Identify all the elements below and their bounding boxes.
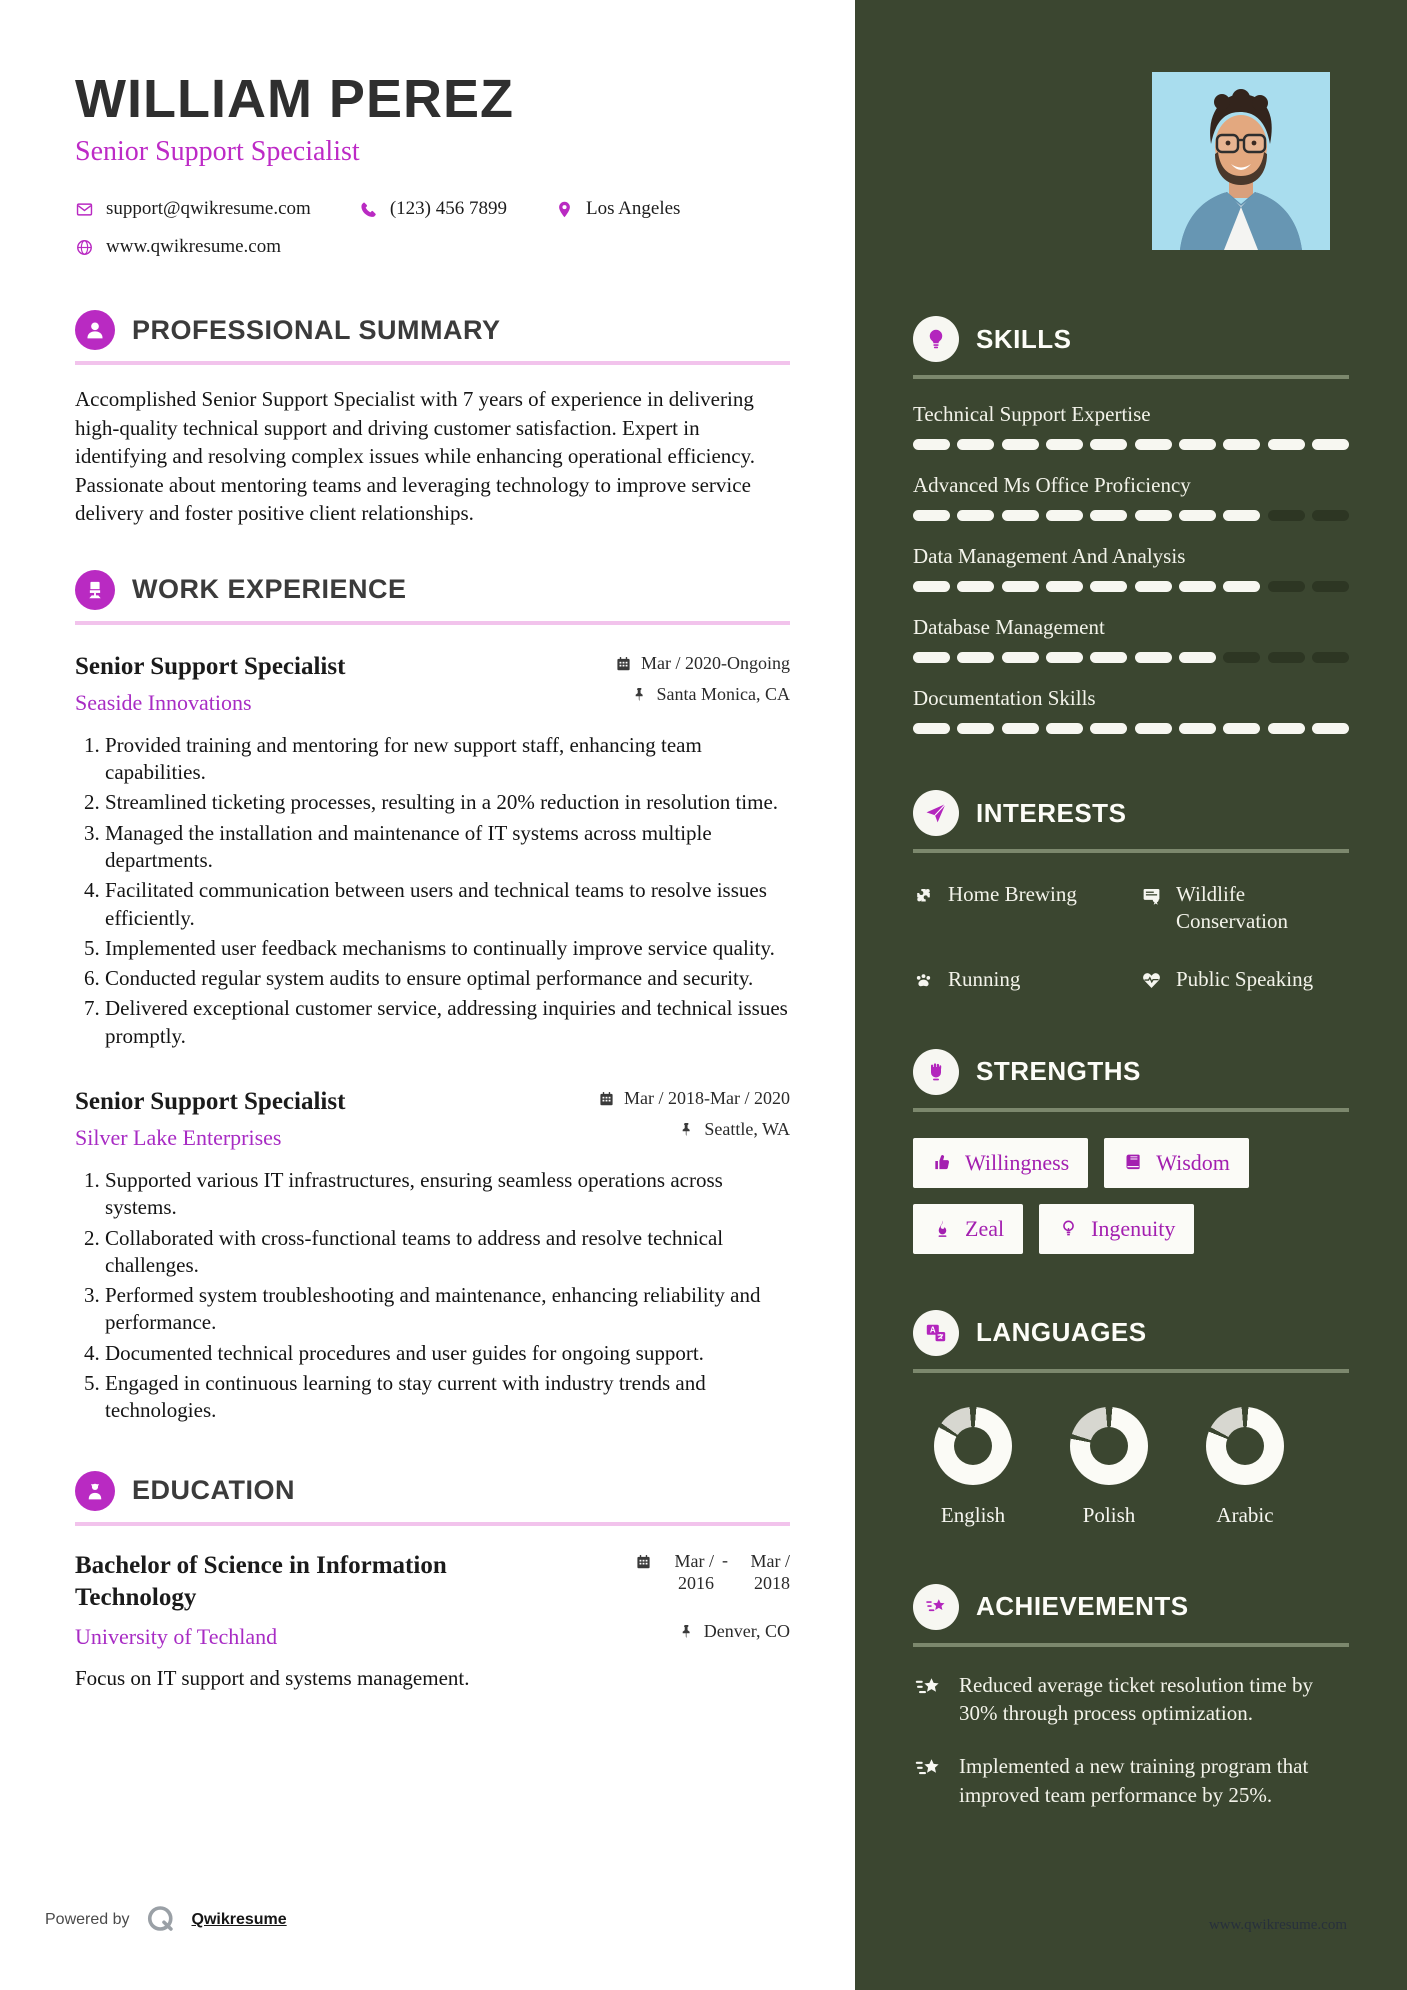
skills-underline <box>913 375 1349 379</box>
language-donut-chart <box>934 1407 1012 1485</box>
education-section <box>75 1471 790 1691</box>
strength-badge <box>913 1138 1088 1188</box>
fist-icon <box>913 1049 959 1095</box>
interests-heading <box>913 790 1349 836</box>
skill-level-pill <box>1090 510 1127 521</box>
interests-list <box>913 881 1349 993</box>
heart-pulse-icon <box>1141 970 1162 991</box>
education-dates <box>635 1550 790 1595</box>
strengths-title: STRENGTHS <box>976 1056 1141 1087</box>
language-item <box>913 1407 1033 1528</box>
certificate-icon <box>1141 885 1162 906</box>
skill-level-pill <box>1312 723 1349 734</box>
strength-badge <box>913 1204 1023 1254</box>
summary-title: PROFESSIONAL SUMMARY <box>132 314 501 345</box>
education-location: Denver, CO <box>703 1620 790 1641</box>
job-bullet: 4. Facilitated communication between users and technical teams to resolve issues efficiently. <box>105 877 790 932</box>
skill-level-pill <box>1268 439 1305 450</box>
flame-icon <box>932 1218 953 1239</box>
skill-level-pill <box>1002 510 1039 521</box>
contact-location <box>555 198 680 220</box>
language-donut-chart <box>1070 1407 1148 1485</box>
pushpin-icon <box>678 1623 695 1640</box>
skill-level-pill <box>1135 652 1172 663</box>
location-text: Los Angeles <box>585 198 681 219</box>
job-bullet-list <box>75 1167 790 1425</box>
skill-level-pill <box>913 652 950 663</box>
calendar-icon <box>635 1553 652 1570</box>
skill-level-pill <box>1046 723 1083 734</box>
achievements-section <box>913 1584 1349 1809</box>
skill-level-pill <box>1135 510 1172 521</box>
contact-email[interactable] <box>75 198 311 220</box>
calendar-icon <box>615 655 632 672</box>
job-entry <box>75 653 790 1050</box>
languages-title: LANGUAGES <box>976 1317 1147 1348</box>
strength-label: Willingness <box>965 1149 1070 1175</box>
skill-level-pill <box>1002 581 1039 592</box>
strength-label: Zeal <box>965 1215 1005 1241</box>
book-icon <box>1123 1152 1144 1173</box>
pushpin-icon <box>631 686 648 703</box>
job-bullet: 2. Streamlined ticketing processes, resulting in a 20% reduction in resolution time. <box>105 789 790 816</box>
skills-title: SKILLS <box>976 323 1072 354</box>
strengths-section <box>913 1049 1349 1254</box>
work-section <box>75 570 790 1425</box>
language-item <box>1185 1407 1305 1528</box>
skill-level-pill <box>957 581 994 592</box>
interest-label: Wildlife Conservation <box>1176 882 1288 934</box>
languages-heading <box>913 1310 1349 1356</box>
globe-icon <box>75 238 94 257</box>
skill-level-pill <box>913 723 950 734</box>
education-date-separator: - <box>722 1549 728 1570</box>
shooting-star-icon <box>913 1584 959 1630</box>
education-note: Focus on IT support and systems management. <box>75 1665 470 1690</box>
qwikresume-logo-icon <box>143 1902 179 1938</box>
skill-name: Documentation Skills <box>913 686 1096 710</box>
job-title: Senior Support Specialist <box>75 1088 346 1115</box>
skill-level-pill <box>1046 652 1083 663</box>
language-name: Polish <box>1082 1502 1136 1527</box>
skill-level-pill <box>1135 723 1172 734</box>
shooting-star-icon <box>913 1673 943 1703</box>
skill-level-bar <box>913 581 1349 592</box>
skill-level-pill <box>1268 581 1305 592</box>
skill-level-pill <box>1090 581 1127 592</box>
skills-section <box>913 316 1349 734</box>
job-bullet: 3. Performed system troubleshooting and maintenance, enhancing reliability and performance. <box>105 1282 790 1337</box>
achievement-item <box>913 1752 1349 1809</box>
job-location: Seattle, WA <box>704 1119 790 1139</box>
achievements-heading <box>913 1584 1349 1630</box>
powered-by-footer <box>45 1902 287 1938</box>
strength-label: Ingenuity <box>1091 1215 1176 1241</box>
achievement-text: Reduced average ticket resolution time by 30% through process optimization. <box>959 1672 1313 1726</box>
skill-level-pill <box>957 510 994 521</box>
skill-level-pill <box>957 439 994 450</box>
skill-level-pill <box>1223 581 1260 592</box>
achievement-text: Implemented a new training program that improved team performance by 25%. <box>959 1753 1309 1807</box>
user-icon <box>75 310 115 350</box>
skill-name: Technical Support Expertise <box>913 402 1151 426</box>
skill-item <box>913 473 1349 521</box>
strengths-underline <box>913 1108 1349 1112</box>
shooting-star-icon <box>913 1754 943 1784</box>
pushpin-icon <box>678 1121 695 1138</box>
interest-item <box>1141 881 1349 936</box>
achievements-underline <box>913 1643 1349 1647</box>
skill-level-pill <box>1090 439 1127 450</box>
skill-level-pill <box>1135 581 1172 592</box>
interests-title: INTERESTS <box>976 797 1127 828</box>
phone-icon <box>359 200 378 219</box>
job-location: Santa Monica, CA <box>656 683 790 704</box>
job-bullet: 1. Supported various IT infrastructures, ensuring seamless operations across systems. <box>105 1167 790 1222</box>
skill-item <box>913 615 1349 663</box>
email-text: support@qwikresume.com <box>106 198 311 219</box>
skill-level-pill <box>957 723 994 734</box>
envelope-icon <box>75 200 94 219</box>
job-bullet: 3. Managed the installation and maintenance of IT systems across multiple departments. <box>105 820 790 875</box>
achievement-item <box>913 1671 1349 1728</box>
summary-section <box>75 310 790 528</box>
skill-level-pill <box>1268 723 1305 734</box>
summary-underline <box>75 361 790 365</box>
map-marker-icon <box>555 200 574 219</box>
translate-icon <box>913 1310 959 1356</box>
job-bullet: 7. Delivered exceptional customer service, addressing inquiries and technical issues promptly. <box>105 995 790 1050</box>
job-date: Mar / 2018-Mar / 2020 <box>624 1088 790 1108</box>
job-bullet: 4. Documented technical procedures and user guides for ongoing support. <box>105 1340 790 1367</box>
skill-level-pill <box>913 581 950 592</box>
job-bullet: 1. Provided training and mentoring for new support staff, enhancing team capabilities. <box>105 732 790 787</box>
job-bullet: 6. Conducted regular system audits to ensure optimal performance and security. <box>105 965 790 992</box>
skill-level-pill <box>1312 510 1349 521</box>
skill-level-pill <box>1312 439 1349 450</box>
skill-level-bar <box>913 439 1349 450</box>
office-chair-icon <box>75 570 115 610</box>
interest-item <box>1141 966 1349 993</box>
interests-underline <box>913 849 1349 853</box>
profile-photo <box>1152 72 1330 250</box>
job-company: Seaside Innovations <box>75 689 252 715</box>
strength-badge <box>1104 1138 1249 1188</box>
contact-phone[interactable] <box>359 198 507 220</box>
puzzle-piece-icon <box>913 885 934 906</box>
skill-level-pill <box>957 652 994 663</box>
skill-level-pill <box>1090 652 1127 663</box>
skill-level-pill <box>1223 439 1260 450</box>
education-date-end: Mar / 2018 <box>750 1550 790 1594</box>
skill-level-pill <box>1312 652 1349 663</box>
skill-name: Database Management <box>913 615 1105 639</box>
job-bullet: 2. Collaborated with cross-functional teams to address and resolve technical challenges. <box>105 1225 790 1280</box>
paw-icon <box>913 970 934 991</box>
watermark: www.qwikresume.com <box>1208 1917 1347 1933</box>
education-underline <box>75 1522 790 1526</box>
skill-level-bar <box>913 723 1349 734</box>
interest-label: Public Speaking <box>1176 966 1314 991</box>
skill-level-pill <box>913 439 950 450</box>
skill-level-pill <box>1046 439 1083 450</box>
skill-level-bar <box>913 510 1349 521</box>
skill-item <box>913 402 1349 450</box>
contact-website[interactable] <box>75 236 281 258</box>
summary-heading <box>75 310 790 350</box>
skill-level-pill <box>1002 723 1039 734</box>
languages-list <box>913 1407 1349 1528</box>
sidebar <box>855 0 1407 1990</box>
skill-name: Advanced Ms Office Proficiency <box>913 473 1191 497</box>
skill-level-pill <box>1179 510 1216 521</box>
education-entry <box>75 1550 790 1650</box>
website-text: www.qwikresume.com <box>106 236 282 257</box>
achievements-title: ACHIEVEMENTS <box>976 1591 1189 1622</box>
language-donut-chart <box>1206 1407 1284 1485</box>
job-company: Silver Lake Enterprises <box>75 1125 282 1150</box>
job-bullet-list <box>75 732 790 1050</box>
summary-text: Accomplished Senior Support Specialist with 7 years of experience in delivering high-quality technical support and driving customer satisfaction. Expert in identifying and resolving complex issues while enhancing operational efficiency. Passionate about mentoring teams and leveraging technology to improve service delivery and foster positive client relationships. <box>75 387 755 526</box>
job-date: Mar / 2020-Ongoing <box>641 652 790 673</box>
skill-level-pill <box>1179 723 1216 734</box>
interests-section <box>913 790 1349 993</box>
svg-text:A: A <box>929 1325 936 1335</box>
language-name: Arabic <box>1216 1502 1274 1527</box>
skill-level-pill <box>1002 439 1039 450</box>
skill-level-pill <box>1179 652 1216 663</box>
job-bullet: 5. Implemented user feedback mechanisms to continually improve service quality. <box>105 935 790 962</box>
calendar-icon <box>598 1090 615 1107</box>
powered-by-label: Powered by <box>45 1911 130 1928</box>
education-date-start: Mar / 2016 <box>674 1550 714 1594</box>
skill-level-pill <box>1312 581 1349 592</box>
language-item <box>1049 1407 1169 1528</box>
candidate-title: Senior Support Specialist <box>75 136 360 167</box>
degree-name: Bachelor of Science in Information Technology <box>75 1551 447 1612</box>
skill-level-pill <box>1223 510 1260 521</box>
skill-level-pill <box>1268 510 1305 521</box>
job-bullet: 5. Engaged in continuous learning to stay current with industry trends and technologies. <box>105 1370 790 1425</box>
skill-level-pill <box>1179 439 1216 450</box>
languages-underline <box>913 1369 1349 1373</box>
skill-level-pill <box>1002 652 1039 663</box>
skill-level-pill <box>1090 723 1127 734</box>
skill-item <box>913 686 1349 734</box>
strengths-heading <box>913 1049 1349 1095</box>
school-name: University of Techland <box>75 1623 278 1649</box>
strength-badge <box>1039 1204 1194 1254</box>
interest-label: Home Brewing <box>948 882 1077 906</box>
strengths-list <box>913 1138 1349 1254</box>
skill-level-pill <box>1046 510 1083 521</box>
skill-item <box>913 544 1349 592</box>
job-title: Senior Support Specialist <box>75 652 346 680</box>
work-underline <box>75 621 790 625</box>
qwikresume-brand-link[interactable]: Qwikresume <box>191 1911 287 1928</box>
work-title: WORK EXPERIENCE <box>132 574 407 605</box>
skill-level-pill <box>1135 439 1172 450</box>
interest-item <box>913 881 1141 936</box>
skill-level-bar <box>913 652 1349 663</box>
paper-plane-icon <box>913 790 959 836</box>
graduate-icon <box>75 1471 115 1511</box>
language-name: English <box>940 1502 1006 1527</box>
skill-level-pill <box>1223 652 1260 663</box>
interest-item <box>913 966 1141 993</box>
education-heading <box>75 1471 790 1511</box>
strength-label: Wisdom <box>1156 1149 1230 1175</box>
skill-level-pill <box>1268 652 1305 663</box>
lightbulb-icon <box>913 316 959 362</box>
skill-name: Data Management And Analysis <box>913 544 1186 568</box>
candidate-name: WILLIAM PEREZ <box>75 69 514 129</box>
lightbulb-outline-icon <box>1058 1218 1079 1239</box>
thumbs-up-icon <box>932 1152 953 1173</box>
interest-label: Running <box>948 966 1021 991</box>
contact-bar <box>75 198 790 258</box>
phone-text: (123) 456 7899 <box>389 198 507 219</box>
job-entry <box>75 1088 790 1425</box>
skill-level-pill <box>1179 581 1216 592</box>
languages-section <box>913 1310 1349 1528</box>
skill-level-pill <box>913 510 950 521</box>
skills-heading <box>913 316 1349 362</box>
skill-level-pill <box>1223 723 1260 734</box>
education-title: EDUCATION <box>132 1475 295 1506</box>
work-heading <box>75 570 790 610</box>
skill-level-pill <box>1046 581 1083 592</box>
